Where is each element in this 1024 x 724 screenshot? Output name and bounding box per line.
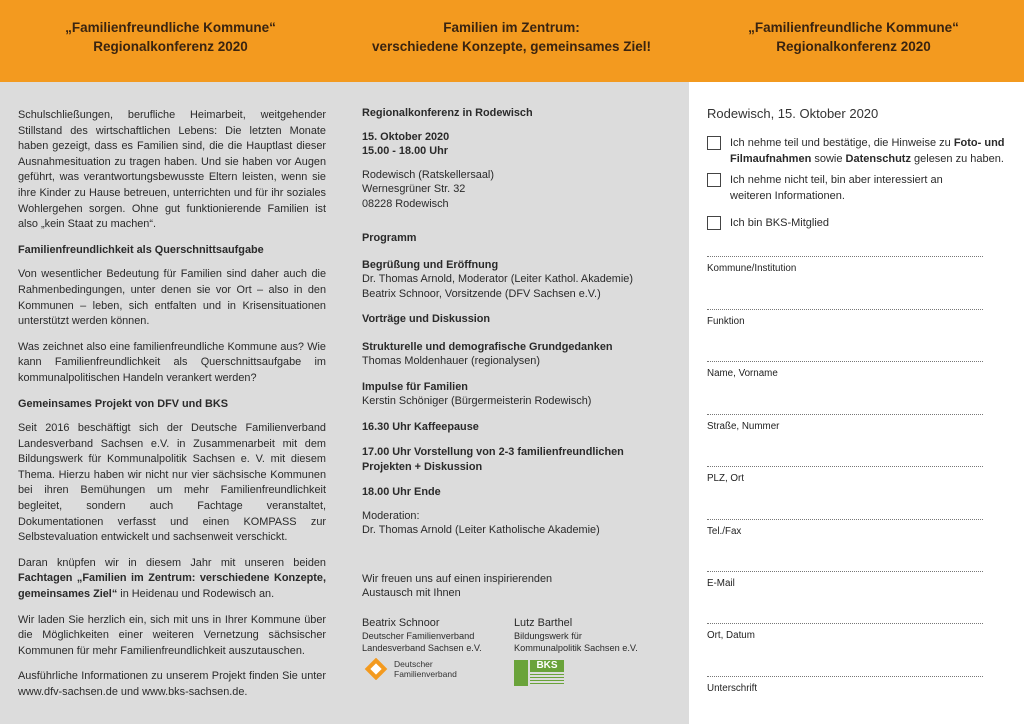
event-time: 15.00 - 18.00 Uhr xyxy=(362,145,448,157)
center-header-line2: verschiedene Konzepte, gemeinsames Ziel! xyxy=(371,39,652,54)
event-street: Wernesgrüner Str. 32 xyxy=(362,183,466,195)
field-plz-ort-label: PLZ, Ort xyxy=(707,473,745,484)
fachtage-bold: Fachtagen „Familien im Zentrum: verschiedene Konzepte, gemeinsames Ziel“ xyxy=(18,572,326,601)
field-tel-fax[interactable] xyxy=(707,519,983,537)
field-email[interactable] xyxy=(707,571,983,589)
venue-heading: Regionalkonferenz in Rodewisch xyxy=(362,107,533,119)
address-block xyxy=(362,168,672,212)
option-bks-member-label: Ich bin BKS-Mitglied xyxy=(730,217,830,229)
field-ort-datum[interactable] xyxy=(707,623,983,641)
sig1-org1: Deutscher Familienverband xyxy=(362,631,475,641)
structural-title: Strukturelle und demografische Grundgedanken xyxy=(362,340,613,353)
center-header-line1: Familien im Zentrum: xyxy=(443,20,580,35)
impulses-speaker: Kerstin Schöniger (Bürgermeisterin Rodewisch) xyxy=(362,395,592,407)
field-ort-datum-label: Ort, Datum xyxy=(707,630,755,641)
attend-text-c: gelesen zu haben. xyxy=(910,153,1004,165)
heading-cross-section: Familienfreundlichkeit als Querschnittsaufgabe xyxy=(18,243,264,256)
option-not-attend[interactable] xyxy=(707,172,1012,204)
field-plz-ort[interactable] xyxy=(707,466,983,484)
right-header-line2: Regionalkonferenz 2020 xyxy=(776,39,931,54)
left-panel xyxy=(0,82,341,724)
attend-bold-photo: Foto- und Filmaufnahmen xyxy=(730,137,1005,165)
impulses-title: Impulse für Familien xyxy=(362,380,468,393)
program-item-structural xyxy=(362,340,672,369)
dfv-logo xyxy=(362,658,457,680)
structural-speaker: Thomas Moldenhauer (regionalysen) xyxy=(362,355,540,367)
paragraph-questions: Was zeichnet also eine familienfreundliche Kommune aus? Wie kann Familienfreundlichkeit als Querschnittsaufgabe im kommunalpolitischen Handeln verankert werden? xyxy=(18,340,326,384)
program-item-coffee: 16.30 Uhr Kaffeepause xyxy=(362,420,479,433)
attend-text-b: sowie xyxy=(811,153,846,165)
projects-line2: Projekten + Diskussion xyxy=(362,460,483,473)
field-funktion[interactable] xyxy=(707,309,983,327)
field-strasse[interactable] xyxy=(707,414,983,432)
moderation-block xyxy=(362,509,672,538)
center-header-title xyxy=(341,18,682,56)
field-unterschrift[interactable] xyxy=(707,676,983,694)
bks-logo-mark xyxy=(514,660,528,686)
paragraph-invitation: Wir laden Sie herzlich ein, sich mit uns in Ihrer Kommune über die Möglichkeiten einer weiteren Vernetzung sächsischer Kommunen für mehr Familienfreundlichkeit auszutauschen. xyxy=(18,613,326,657)
paragraph-fachtage xyxy=(18,556,326,603)
moderation-label: Moderation: xyxy=(362,509,420,522)
option-attend-label xyxy=(730,135,1012,167)
paragraph-conditions: Von wesentlicher Bedeutung für Familien sind daher auch die Rahmenbedingungen, unter denen sie vor Ort – also in den Kommunen – leben, sich entfalten und in Krisensituationen unterstützt werden können. xyxy=(18,268,326,328)
left-header-line2: Regionalkonferenz 2020 xyxy=(93,39,248,54)
program-item-impulses xyxy=(362,380,672,409)
field-name[interactable] xyxy=(707,361,983,379)
center-text xyxy=(362,106,672,549)
paragraph-since-2016: Seit 2016 beschäftigt sich der Deutsche Familienverband Landesverband Sachsen e.V. in Zusammenarbeit mit dem Bildungswerk für Kommunalpolitik Sachsen e. V. mit diesem Thema. Hierzu haben wir nicht nur vier sächsische Kommunen bei ihren Bemühungen um mehr Familienfreundlichkeit begleitet, sondern auch Fachtage veranstaltet, Dokumentationen verfasst und einen KOMPASS zur Selbstevaluation entwickelt und sachsenweit verschickt. xyxy=(18,422,326,544)
event-place: Rodewisch (Ratskellersaal) xyxy=(362,168,494,181)
fachtage-text-b: in Heidenau und Rodewisch an. xyxy=(117,588,275,601)
welcome-title: Begrüßung und Eröffnung xyxy=(362,258,499,271)
field-kommune[interactable] xyxy=(707,256,983,274)
fachtage-text-a: Daran knüpfen wir in diesem Jahr mit unseren beiden xyxy=(18,556,326,569)
program-item-end: 18.00 Uhr Ende xyxy=(362,486,441,498)
checkbox-not-attend[interactable] xyxy=(707,173,721,187)
program-heading: Programm xyxy=(362,232,417,244)
moderation-name: Dr. Thomas Arnold (Leiter Katholische Akademie) xyxy=(362,524,600,536)
option-bks-member[interactable] xyxy=(707,215,1012,231)
event-date: 15. Oktober 2020 xyxy=(362,130,450,143)
sig2-name: Lutz Barthel xyxy=(514,617,573,629)
projects-line1: 17.00 Uhr Vorstellung von 2-3 familienfreundlichen xyxy=(362,446,624,458)
field-name-label: Name, Vorname xyxy=(707,368,778,379)
header-band xyxy=(0,0,1024,82)
dfv-logo-line2: Familienverband xyxy=(394,669,457,679)
intro-paragraph: Schulschließungen, berufliche Heimarbeit, weitgehender Stillstand des wirtschaftlichen Lebens: Die letzten Monate haben gezeigt, dass es Familien sind, die die Hauptlast dieser Ausnahmesituation zu tragen haben. Und sie haben vor Augen geführt, was verantwortungsbewusste Eltern leisten, wenn sie ihre Kinder zu Hause betreuen, unterrichten und für ihr soziales Wohlergehen sorgen. Ohne gut funktionierende Familien ist also „kein Staat zu machen“. xyxy=(18,109,326,231)
right-header-line1: „Familienfreundliche Kommune“ xyxy=(748,20,959,35)
program-item-welcome xyxy=(362,258,672,302)
heading-joint-project: Gemeinsames Projekt von DFV und BKS xyxy=(18,397,229,410)
attend-bold-privacy: Datenschutz xyxy=(845,153,911,165)
bks-logo xyxy=(514,660,564,686)
checkbox-bks-member[interactable] xyxy=(707,216,721,230)
sig2-org1: Bildungswerk für xyxy=(514,631,582,641)
program-item-talks: Vorträge und Diskussion xyxy=(362,313,491,325)
center-panel xyxy=(341,82,689,724)
sig2-org2: Kommunalpolitik Sachsen e.V. xyxy=(514,643,638,653)
closing-line2: Austausch mit Ihnen xyxy=(362,587,461,599)
bks-logo-text: BKS xyxy=(530,660,564,672)
dfv-logo-line1: Deutscher xyxy=(394,659,433,669)
checkbox-attend[interactable] xyxy=(707,136,721,150)
attend-text-a: Ich nehme teil und bestätige, die Hinweise zu xyxy=(730,137,954,149)
registration-panel xyxy=(689,82,1024,724)
field-strasse-label: Straße, Nummer xyxy=(707,421,780,432)
closing-text xyxy=(362,572,552,600)
sig1-name: Beatrix Schnoor xyxy=(362,617,440,629)
field-funktion-label: Funktion xyxy=(707,316,745,327)
right-header-title xyxy=(683,18,1024,56)
signature-barthel xyxy=(514,616,638,654)
registration-date: Rodewisch, 15. Oktober 2020 xyxy=(707,106,879,121)
paragraph-websites: Ausführliche Informationen zu unserem Projekt finden Sie unter www.dfv-sachsen.de und www.bks-sachsen.de. xyxy=(18,670,326,698)
dfv-logo-icon xyxy=(362,658,390,680)
closing-line1: Wir freuen uns auf einen inspirierenden xyxy=(362,573,553,585)
welcome-line2: Beatrix Schnoor, Vorsitzende (DFV Sachsen e.V.) xyxy=(362,287,601,300)
left-header-line1: „Familienfreundliche Kommune“ xyxy=(65,20,276,35)
field-email-label: E-Mail xyxy=(707,578,735,589)
field-kommune-label: Kommune/Institution xyxy=(707,263,797,274)
option-not-attend-label: Ich nehme nicht teil, bin aber interessiert an weiteren Informationen. xyxy=(730,174,943,202)
program-item-projects xyxy=(362,445,672,474)
field-tel-fax-label: Tel./Fax xyxy=(707,526,742,537)
sig1-org2: Landesverband Sachsen e.V. xyxy=(362,643,482,653)
field-unterschrift-label: Unterschrift xyxy=(707,683,758,694)
welcome-line1: Dr. Thomas Arnold, Moderator (Leiter Kathol. Akademie) xyxy=(362,273,633,285)
left-text xyxy=(18,108,326,711)
left-header-title xyxy=(0,18,341,56)
signature-schnoor xyxy=(362,616,482,654)
date-time-block xyxy=(362,130,672,159)
option-attend[interactable] xyxy=(707,135,1012,167)
event-city: 08228 Rodewisch xyxy=(362,197,449,210)
